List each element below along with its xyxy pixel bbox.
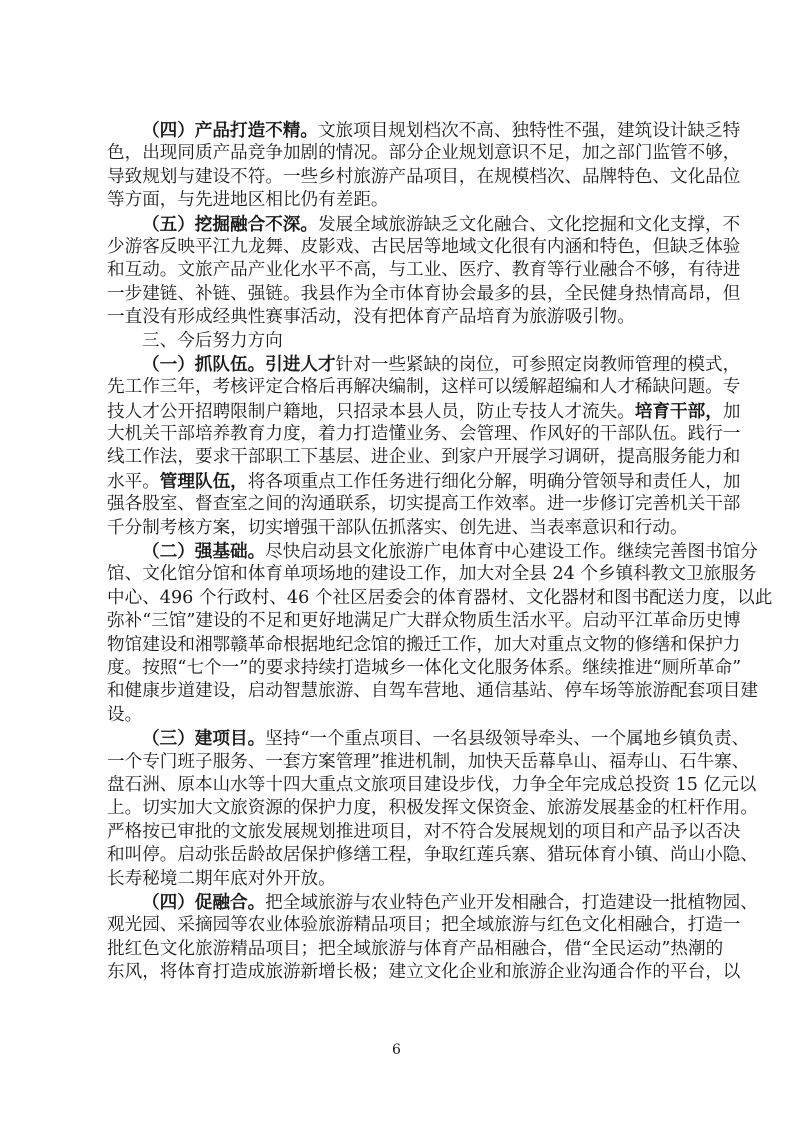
text-line	[107, 657, 742, 680]
document-body	[107, 119, 773, 984]
text-line	[107, 119, 741, 142]
text-segment: 和叫停。启动张岳龄故居保护修缮工程，争取红莲兵寨、猎玩体育小镇、尚山小隐、	[107, 845, 758, 866]
text-segment: 一直没有形成经典性赛事活动，没有把体育产品培育为旅游吸引物。	[107, 307, 635, 328]
paragraph	[107, 119, 741, 213]
text-segment: 文旅项目规划档次不高、独特性不强，建筑设计缺乏特	[317, 121, 741, 141]
text-line	[107, 938, 724, 961]
text-line	[107, 259, 741, 282]
text-segment: 设。	[107, 704, 143, 725]
text-line	[107, 142, 741, 165]
text-line	[107, 353, 741, 376]
text-segment: 尽快启动县文化旅游广电体育中心建设工作。继续完善图书馆分	[265, 542, 758, 563]
text-line	[107, 189, 688, 212]
text-line	[107, 470, 741, 493]
text-segment: 和互动。文旅产品产业化水平不高，与工业、医疗、教育等行业融合不够，有待进	[107, 260, 741, 281]
text-segment: 线工作法，要求干部职工下基层、进企业、到家户开展学习调研，提高服务能力和	[107, 447, 741, 468]
text-segment: 长寿秘境二期年底对外开放。	[107, 868, 336, 889]
text-segment: 严格按已审批的文旅发展规划推进项目，对不符合发展规划的项目和产品予以否决	[107, 821, 741, 842]
text-line	[107, 587, 773, 610]
paragraph	[107, 353, 741, 540]
text-segment: 三、今后努力方向	[142, 330, 283, 351]
page-number: 6	[392, 1042, 401, 1058]
bold-lead-text: （三）建项目。	[142, 728, 266, 750]
text-segment: 馆、文化馆分馆和体育单项场地的建设工作，加大对全县 24 个乡镇科教文卫旅服务	[107, 564, 757, 585]
text-segment: 批红色文化旅游精品项目；把全域旅游与体育产品相融合，借“全民运动”热潮的	[107, 938, 724, 959]
text-segment: 物馆建设和湘鄂赣革命根据地纪念馆的搬迁工作，加大对重点文物的修缮和保护力	[107, 634, 741, 655]
text-segment: 加	[722, 401, 741, 422]
text-segment: 强各股室、督查室之间的沟通联系，切实提高工作效率。进一步修订完善机关干部	[107, 494, 741, 515]
text-line	[107, 821, 741, 844]
text-segment: 少游客反映平江九龙舞、皮影戏、古民居等地域文化很有内涵和特色，但缺乏体验	[107, 236, 741, 257]
text-line	[107, 330, 688, 353]
text-line	[107, 797, 758, 820]
text-segment: 等方面，与先进地区相比仍有差距。	[107, 190, 389, 211]
text-segment: 水平。	[107, 471, 160, 492]
text-line	[107, 236, 741, 259]
text-line	[107, 376, 741, 399]
paragraph	[107, 540, 773, 727]
text-segment: 导致规划与建设不符。一些乡村旅游产品项目，在规模档次、品牌特色、文化品位	[107, 166, 741, 187]
text-segment: 中心、496 个行政村、46 个社区居委会的体育器材、文化器材和图书配送力度，以此	[107, 587, 773, 608]
text-segment: 把全域旅游与农业特色产业开发相融合，打造建设一批植物园、	[265, 892, 758, 913]
text-segment: 千分制考核方案，切实增强干部队伍抓落实、创先进、当表率意识和行动。	[107, 517, 688, 538]
text-segment: 度。按照“七个一”的要求持续打造城乡一体化文化服务体系。继续推进“厕所革命”	[107, 657, 742, 678]
text-line	[107, 634, 741, 657]
text-line	[107, 563, 757, 586]
text-line	[107, 517, 688, 540]
bold-lead-text: （四）产品打造不精。	[142, 120, 318, 141]
text-segment: 一个专门班子服务、一套方案管理”推进机制，加快天岳幕阜山、福寿山、石牛寨、	[107, 751, 750, 772]
text-line	[107, 423, 741, 446]
text-line	[107, 868, 688, 891]
text-line	[107, 213, 741, 236]
text-segment: 技人才公开招聘限制户籍地，只招录本县人员，防止专技人才流失。	[107, 401, 635, 422]
text-segment: 盘石洲、原本山水等十四大重点文旅项目建设步伐，力争全年完成总投资 15 亿元以	[107, 774, 757, 795]
text-line	[107, 751, 750, 774]
text-line	[107, 844, 758, 867]
section-heading	[107, 330, 688, 353]
bold-lead-text: （五）挖掘融合不深。	[142, 213, 318, 235]
text-line	[107, 680, 758, 703]
text-line	[107, 727, 750, 750]
text-line	[107, 283, 741, 306]
text-line	[107, 704, 688, 727]
text-segment: 将各项重点工作任务进行细化分解，明确分管领导和责任人，加	[247, 471, 741, 492]
bold-lead-text: （一）抓队伍。引进人才	[142, 353, 336, 375]
text-line	[107, 774, 757, 797]
text-line	[107, 914, 741, 937]
text-segment: 先工作三年，考核评定合格后再解决编制，这样可以缓解超编和人才稀缺问题。专	[107, 377, 741, 398]
text-segment: 大机关干部培养教育力度，着力打造懂业务、会管理、作风好的干部队伍。践行一	[107, 424, 741, 445]
text-segment: 上。切实加大文旅资源的保护力度，积极发挥文保资金、旅游发展基金的杠杆作用。	[107, 798, 758, 819]
paragraph	[107, 891, 758, 985]
text-segment: 色，出现同质产品竞争加剧的情况。部分企业规划意识不足，加之部门监管不够，	[107, 143, 741, 164]
text-line	[107, 166, 741, 189]
text-segment: 一步建链、补链、强链。我县作为全市体育协会最多的县，全民健身热情高昂，但	[107, 283, 741, 304]
text-segment: 发展全域旅游缺乏文化融合、文化挖掘和文化支撑，不	[317, 214, 741, 235]
text-segment: 观光园、采摘园等农业体验旅游精品项目；把全域旅游与红色文化相融合，打造一	[107, 915, 741, 936]
paragraph	[107, 727, 758, 891]
paragraph	[107, 213, 741, 330]
text-line	[107, 400, 741, 423]
text-line	[107, 961, 741, 984]
bold-lead-text: （二）强基础。	[142, 541, 266, 563]
text-segment: 弥补“三馆”建设的不足和更好地满足广大群众物质生活水平。启动平江革命历史博	[107, 611, 741, 632]
text-segment: 坚持“一个重点项目、一名县级领导牵头、一个属地乡镇负责、	[265, 729, 750, 750]
text-line	[107, 306, 688, 329]
text-segment: 和健康步道建设，启动智慧旅游、自驾车营地、通信基站、停车场等旅游配套项目建	[107, 681, 758, 702]
text-line	[107, 493, 741, 516]
text-line	[107, 891, 758, 914]
text-segment: 东风，将体育打造成旅游新增长极；建立文化企业和旅游企业沟通合作的平台，以	[107, 962, 741, 983]
text-line	[107, 610, 741, 633]
bold-lead-text: （四）促融合。	[142, 891, 266, 913]
text-line	[107, 540, 758, 563]
bold-lead-text: 管理队伍，	[159, 470, 248, 492]
text-segment: 针对一些紧缺的岗位，可参照定岗教师管理的模式，	[335, 354, 741, 375]
bold-lead-text: 培育干部，	[634, 400, 723, 422]
text-line	[107, 446, 741, 469]
